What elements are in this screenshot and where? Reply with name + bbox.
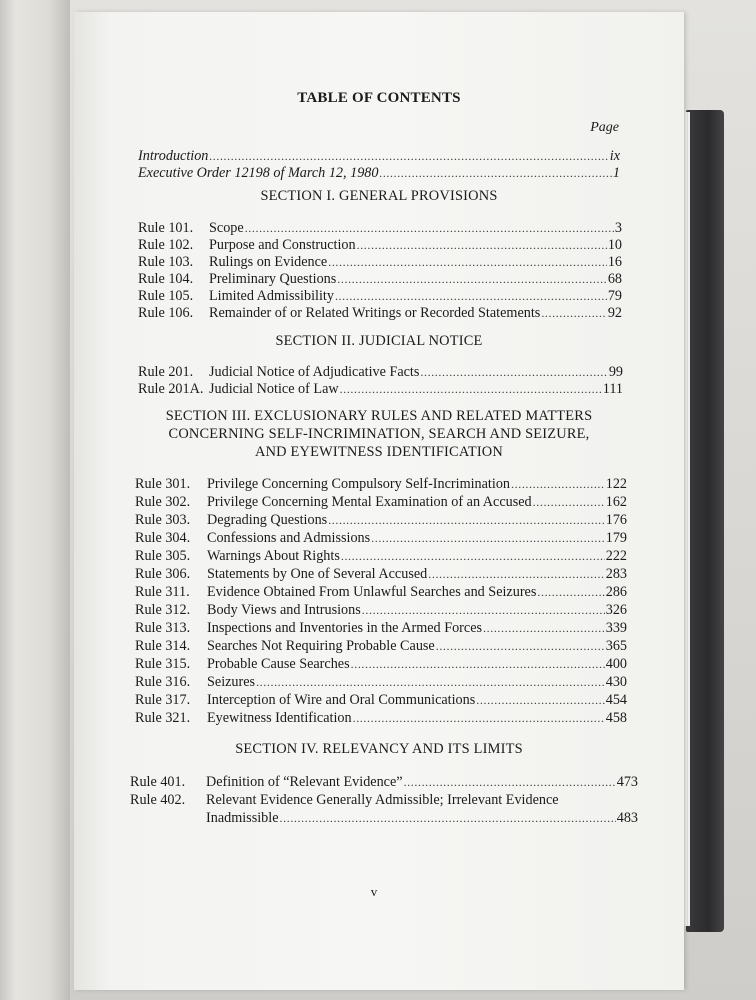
- entry-rule-number: Rule 104.: [138, 271, 194, 287]
- page-column-label: Page: [590, 120, 619, 135]
- entry-rule-number: Rule 103.: [138, 254, 194, 270]
- entry-title: Judicial Notice of Adjudicative Facts: [209, 364, 420, 380]
- entry-page: 473: [616, 774, 638, 790]
- entry-title: Inspections and Inventories in the Armed Forces: [207, 620, 483, 636]
- entry-rule-number: Rule 402.: [130, 792, 186, 808]
- entry-page: 16: [607, 254, 622, 270]
- dot-leader: [337, 271, 607, 288]
- entry-rule-number: Rule 315.: [135, 656, 191, 672]
- dot-leader: [420, 364, 607, 381]
- dot-leader: [533, 494, 605, 511]
- toc-title: TABLE OF CONTENTS: [297, 90, 461, 106]
- section-heading: SECTION IV. RELEVANCY AND ITS LIMITS: [235, 741, 523, 757]
- entry-title-continuation: Inadmissible: [206, 810, 279, 826]
- dot-leader: [371, 530, 605, 547]
- section-heading: SECTION III. EXCLUSIONARY RULES AND RELATED MATTERS: [165, 408, 593, 424]
- entry-page: 483: [616, 810, 638, 826]
- dot-leader: [328, 512, 605, 529]
- dot-leader: [335, 288, 607, 305]
- dot-leader: [341, 548, 605, 565]
- toc-entry: [135, 638, 627, 655]
- dot-leader: [328, 254, 607, 271]
- toc-entry: [135, 602, 627, 619]
- toc-entry: [135, 710, 627, 727]
- toc-entry: [138, 381, 623, 398]
- entry-page: 286: [605, 584, 627, 600]
- entry-title: Body Views and Intrusions: [207, 602, 361, 618]
- toc-entry: [135, 656, 627, 673]
- toc-entry: [138, 237, 622, 254]
- dot-leader: [476, 692, 604, 709]
- entry-title: Rulings on Evidence: [209, 254, 328, 270]
- entry-title: Executive Order 12198 of March 12, 1980: [138, 165, 379, 181]
- entry-title: Privilege Concerning Mental Examination of an Accused: [207, 494, 532, 510]
- entry-page: 176: [605, 512, 627, 528]
- entry-rule-number: Rule 312.: [135, 602, 191, 618]
- dot-leader: [537, 584, 604, 601]
- entry-title: Confessions and Admissions: [207, 530, 371, 546]
- entry-title: Privilege Concerning Compulsory Self-Incrimination: [207, 476, 511, 492]
- toc-entry: [135, 674, 627, 691]
- entry-rule-number: Rule 201A.: [138, 381, 204, 397]
- entry-rule-number: Rule 304.: [135, 530, 191, 546]
- entry-page: 79: [607, 288, 622, 304]
- book-back-cover: [686, 110, 724, 932]
- entry-title: Warnings About Rights: [207, 548, 340, 564]
- entry-title: Preliminary Questions: [209, 271, 337, 287]
- entry-page: 111: [602, 381, 623, 397]
- entry-rule-number: Rule 106.: [138, 305, 194, 321]
- page-folio: v: [370, 884, 378, 899]
- dot-leader: [280, 810, 616, 827]
- entry-page: 430: [605, 674, 627, 690]
- entry-page: 162: [605, 494, 627, 510]
- toc-entry-multiline: [130, 792, 559, 809]
- dot-leader: [351, 656, 605, 673]
- section-heading: CONCERNING SELF-INCRIMINATION, SEARCH AND SEIZURE,: [168, 426, 590, 442]
- entry-page: 179: [605, 530, 627, 546]
- dot-leader: [541, 305, 607, 322]
- entry-rule-number: Rule 102.: [138, 237, 194, 253]
- entry-rule-number: Rule 302.: [135, 494, 191, 510]
- dot-leader: [511, 476, 605, 493]
- toc-entry-introduction: [138, 148, 620, 165]
- dot-leader: [404, 774, 616, 791]
- entry-title: Scope: [209, 220, 244, 236]
- entry-title: Judicial Notice of Law: [209, 381, 339, 397]
- toc-entry-continuation: [206, 810, 638, 827]
- entry-title: Eyewitness Identification: [207, 710, 352, 726]
- entry-title: Searches Not Requiring Probable Cause: [207, 638, 435, 654]
- entry-rule-number: Rule 305.: [135, 548, 191, 564]
- entry-title: Limited Admissibility: [209, 288, 334, 304]
- entry-rule-number: Rule 201.: [138, 364, 194, 380]
- entry-title: Evidence Obtained From Unlawful Searches and Seizures: [207, 584, 537, 600]
- toc-entry: [135, 512, 627, 529]
- entry-rule-number: Rule 316.: [135, 674, 191, 690]
- toc-entry: [138, 271, 622, 288]
- entry-page: 92: [607, 305, 622, 321]
- toc-entry: [138, 288, 622, 305]
- entry-title: Remainder of or Related Writings or Recorded Statements: [209, 305, 541, 321]
- entry-rule-number: Rule 101.: [138, 220, 194, 236]
- toc-entry: [135, 584, 627, 601]
- entry-rule-number: Rule 301.: [135, 476, 191, 492]
- entry-page: 283: [605, 566, 627, 582]
- entry-page: ix: [609, 148, 620, 164]
- dot-leader: [379, 165, 611, 182]
- dot-leader: [362, 602, 605, 619]
- entry-title: Statements by One of Several Accused: [207, 566, 428, 582]
- dot-leader: [353, 710, 605, 727]
- entry-page: 3: [614, 220, 622, 236]
- dot-leader: [428, 566, 604, 583]
- dot-leader: [209, 148, 608, 165]
- toc-entry: [135, 692, 627, 709]
- section-heading: AND EYEWITNESS IDENTIFICATION: [254, 444, 503, 460]
- entry-title: Relevant Evidence Generally Admissible; Irrelevant Evidence: [206, 792, 559, 808]
- entry-page: 99: [608, 364, 623, 380]
- toc-entry: [138, 254, 622, 271]
- entry-rule-number: Rule 321.: [135, 710, 191, 726]
- entry-rule-number: Rule 317.: [135, 692, 191, 708]
- toc-entry: [138, 305, 622, 322]
- entry-page: 339: [605, 620, 627, 636]
- toc-entry: [135, 548, 627, 565]
- entry-page: 222: [605, 548, 627, 564]
- dot-leader: [340, 381, 602, 398]
- entry-page: 326: [605, 602, 627, 618]
- book-page: [74, 12, 684, 990]
- dot-leader: [357, 237, 607, 254]
- section-heading: SECTION I. GENERAL PROVISIONS: [260, 188, 498, 204]
- entry-page: 458: [605, 710, 627, 726]
- dot-leader: [256, 674, 605, 691]
- entry-page: 454: [605, 692, 627, 708]
- entry-title: Seizures: [207, 674, 256, 690]
- toc-entry: [135, 530, 627, 547]
- toc-content: [74, 12, 684, 990]
- toc-entry-executive-order: [138, 165, 620, 182]
- entry-rule-number: Rule 303.: [135, 512, 191, 528]
- entry-rule-number: Rule 306.: [135, 566, 191, 582]
- entry-rule-number: Rule 313.: [135, 620, 191, 636]
- entry-rule-number: Rule 105.: [138, 288, 194, 304]
- entry-title: Definition of “Relevant Evidence”: [206, 774, 403, 790]
- entry-title: Probable Cause Searches: [207, 656, 350, 672]
- toc-entry: [135, 476, 627, 493]
- toc-entry: [135, 620, 627, 637]
- entry-rule-number: Rule 311.: [135, 584, 190, 600]
- entry-page: 10: [607, 237, 622, 253]
- entry-title: Introduction: [138, 148, 209, 164]
- entry-rule-number: Rule 401.: [130, 774, 186, 790]
- entry-rule-number: Rule 314.: [135, 638, 191, 654]
- toc-entry: [135, 566, 627, 583]
- entry-page: 68: [607, 271, 622, 287]
- toc-entry: [138, 364, 623, 381]
- entry-page: 400: [605, 656, 627, 672]
- entry-page: 365: [605, 638, 627, 654]
- entry-title: Interception of Wire and Oral Communications: [207, 692, 476, 708]
- entry-title: Purpose and Construction: [209, 237, 356, 253]
- section-heading: SECTION II. JUDICIAL NOTICE: [275, 333, 483, 349]
- dot-leader: [483, 620, 605, 637]
- dot-leader: [245, 220, 614, 237]
- toc-entry: [138, 220, 622, 237]
- entry-title: Degrading Questions: [207, 512, 328, 528]
- toc-entry: [135, 494, 627, 511]
- entry-page: 122: [605, 476, 627, 492]
- toc-entry: [130, 774, 638, 791]
- facing-page-edge: [0, 0, 16, 1000]
- dot-leader: [436, 638, 605, 655]
- entry-page: 1: [612, 165, 620, 181]
